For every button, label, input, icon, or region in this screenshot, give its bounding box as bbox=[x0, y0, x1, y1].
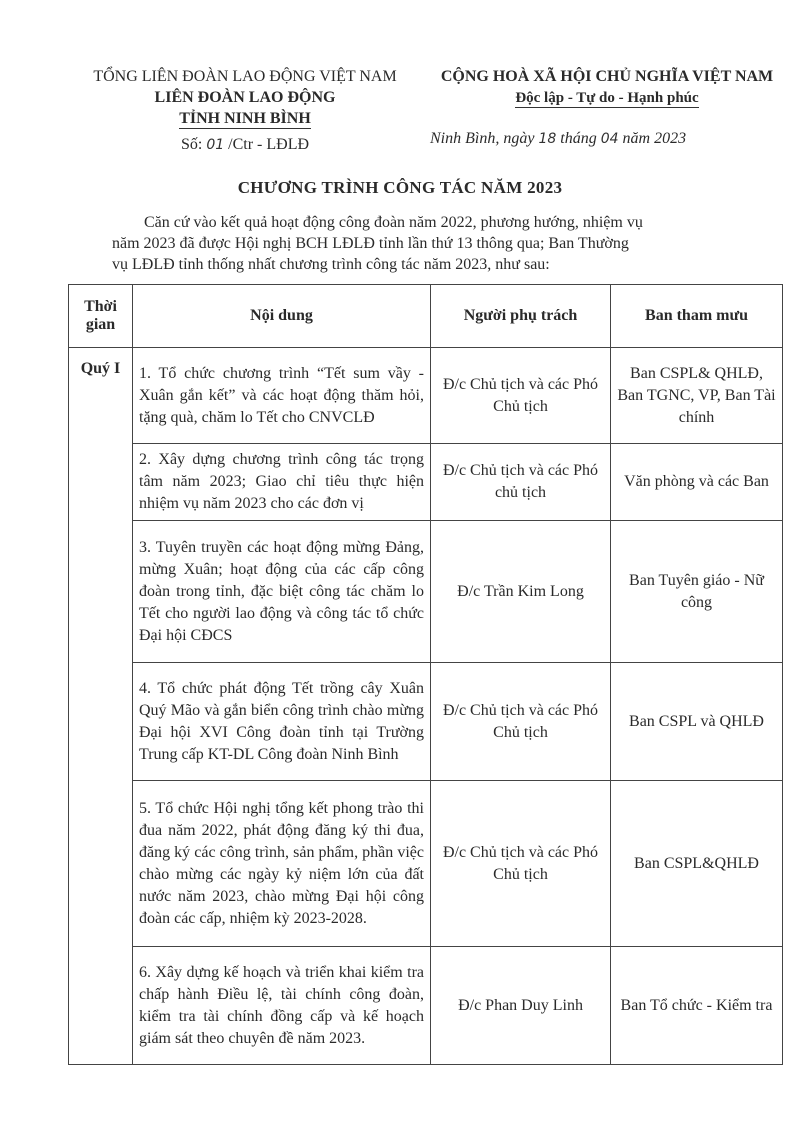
document-number bbox=[80, 134, 410, 156]
table-row bbox=[69, 663, 783, 781]
row-content: 3. Tuyên truyền các hoạt động mừng Đảng, mừng Xuân; hoạt động của các cấp công đoàn trong tỉnh, đặc biệt công tác chăm lo Tết cho người lao động và công tác tổ chức Đại hội CĐCS bbox=[133, 521, 431, 663]
row-content: 5. Tổ chức Hội nghị tổng kết phong trào thi đua năm 2022, phát động đăng ký thi đua, đăng ký các công trình, sản phẩm, phần việc chào mừng các ngày kỷ niệm lớn của đất nước năm 2023, chào mừng Đại hội công đoàn các cấp, nhiệm kỳ 2023-2028. bbox=[133, 781, 431, 947]
national-motto: Độc lập - Tự do - Hạnh phúc bbox=[515, 90, 699, 106]
row-person: Đ/c Trần Kim Long bbox=[431, 521, 611, 663]
work-plan-table bbox=[68, 284, 783, 1065]
row-person: Đ/c Chủ tịch và các Phó Chủ tịch bbox=[431, 348, 611, 444]
org-name-line2: TỈNH NINH BÌNH bbox=[179, 110, 311, 127]
date-month: 04 bbox=[600, 131, 619, 147]
date-place: Ninh Bình, ngày bbox=[430, 130, 535, 147]
row-person: Đ/c Phan Duy Linh bbox=[431, 947, 611, 1065]
intro-line-1: Căn cứ vào kết quả hoạt động công đoàn năm 2022, phương hướng, nhiệm vụ bbox=[144, 214, 643, 231]
row-dept: Văn phòng và các Ban bbox=[611, 444, 783, 521]
intro-line-3: vụ LĐLĐ tỉnh thống nhất chương trình công tác năm 2023, như sau: bbox=[112, 256, 550, 273]
date-month-label: tháng bbox=[560, 130, 597, 147]
country-name: CỘNG HOÀ XÃ HỘI CHỦ NGHĨA VIỆT NAM bbox=[440, 68, 774, 85]
doc-number-prefix: Số: bbox=[180, 136, 203, 153]
row-dept: Ban Tuyên giáo - Nữ công bbox=[611, 521, 783, 663]
header-person: Người phụ trách bbox=[431, 285, 611, 348]
header-time-line2: gian bbox=[85, 316, 116, 333]
header-dept: Ban tham mưu bbox=[611, 285, 783, 348]
period-cell: Quý I bbox=[69, 348, 133, 1065]
date-year: năm 2023 bbox=[622, 130, 687, 147]
intro-paragraph bbox=[112, 212, 784, 275]
org-name-line1: LIÊN ĐOÀN LAO ĐỘNG bbox=[154, 89, 336, 106]
table-row bbox=[69, 444, 783, 521]
document-title: CHƯƠNG TRÌNH CÔNG TÁC NĂM 2023 bbox=[237, 178, 563, 197]
org-parent: TỔNG LIÊN ĐOÀN LAO ĐỘNG VIỆT NAM bbox=[93, 68, 397, 85]
header-content: Nội dung bbox=[133, 285, 431, 348]
table-row bbox=[69, 947, 783, 1065]
date-day: 18 bbox=[538, 131, 557, 147]
row-person: Đ/c Chủ tịch và các Phó chủ tịch bbox=[431, 444, 611, 521]
issue-date bbox=[430, 130, 780, 148]
row-content: 4. Tổ chức phát động Tết trồng cây Xuân Quý Mão và gắn biển công trình chào mừng Đại hội XVI Công đoàn tỉnh tại Trường Trung cấp KT-DL Công đoàn Ninh Bình bbox=[133, 663, 431, 781]
row-person: Đ/c Chủ tịch và các Phó Chủ tịch bbox=[431, 663, 611, 781]
table-row bbox=[69, 781, 783, 947]
header-time bbox=[69, 285, 133, 348]
table-row bbox=[69, 521, 783, 663]
intro-line-2: năm 2023 đã được Hội nghị BCH LĐLĐ tỉnh lần thứ 13 thông qua; Ban Thường bbox=[112, 235, 629, 252]
national-heading bbox=[426, 66, 788, 108]
issuer-block bbox=[80, 66, 410, 156]
row-person: Đ/c Chủ tịch và các Phó Chủ tịch bbox=[431, 781, 611, 947]
table-header-row bbox=[69, 285, 783, 348]
row-content: 6. Xây dựng kế hoạch và triển khai kiểm tra chấp hành Điều lệ, tài chính công đoàn, kiểm tra tài chính đồng cấp và kế hoạch giám sát theo chuyên đề năm 2023. bbox=[133, 947, 431, 1065]
header-time-line1: Thời bbox=[84, 298, 117, 315]
table-row bbox=[69, 348, 783, 444]
row-dept: Ban CSPL&QHLĐ bbox=[611, 781, 783, 947]
row-dept: Ban CSPL& QHLĐ, Ban TGNC, VP, Ban Tài chính bbox=[611, 348, 783, 444]
row-dept: Ban CSPL và QHLĐ bbox=[611, 663, 783, 781]
doc-number-handwritten: 01 bbox=[206, 137, 225, 153]
row-content: 2. Xây dựng chương trình công tác trọng tâm năm 2023; Giao chỉ tiêu thực hiện nhiệm vụ năm 2023 cho các đơn vị bbox=[133, 444, 431, 521]
row-dept: Ban Tổ chức - Kiểm tra bbox=[611, 947, 783, 1065]
doc-number-suffix: /Ctr - LĐLĐ bbox=[228, 136, 310, 153]
row-content: 1. Tổ chức chương trình “Tết sum vầy - Xuân gắn kết” và các hoạt động thăm hỏi, tặng quà, chăm lo Tết cho CNVCLĐ bbox=[133, 348, 431, 444]
